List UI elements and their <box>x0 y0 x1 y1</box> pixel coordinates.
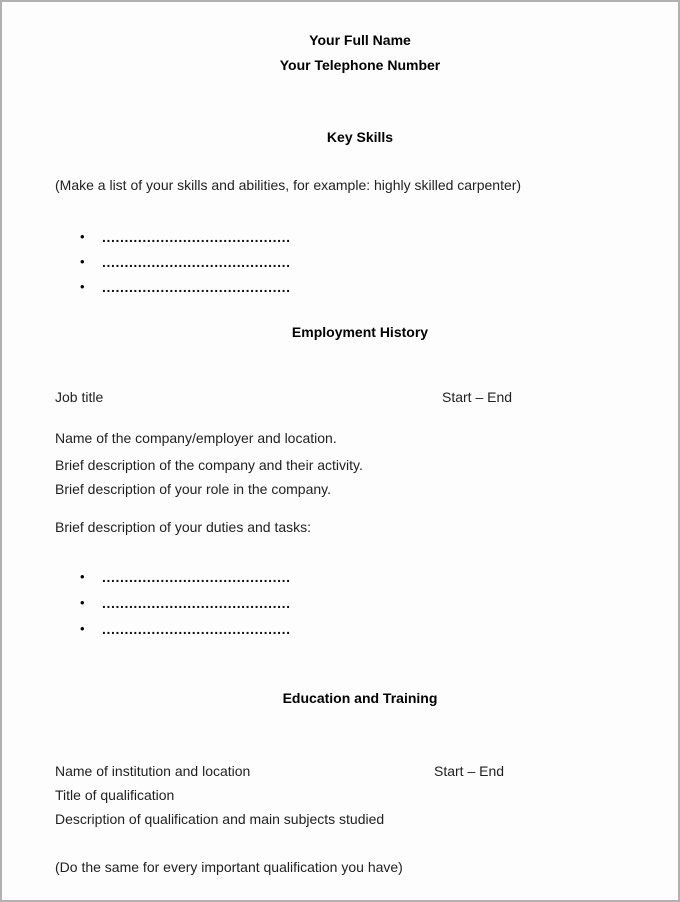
employment-duties-label: Brief description of your duties and tasks: <box>55 519 312 535</box>
bullet-icon: • <box>80 569 85 584</box>
key-skill-placeholder-dots: .......................................... <box>102 229 291 245</box>
key-skill-bullet-item <box>80 254 665 270</box>
key-skill-bullet-item <box>80 279 665 295</box>
duty-bullet-item <box>80 621 665 637</box>
education-qualification-line: Title of qualification <box>55 787 175 803</box>
job-title-label: Job title <box>55 389 104 405</box>
key-skill-bullet-item <box>80 229 665 245</box>
full-name-heading: Your Full Name <box>309 32 411 48</box>
bullet-icon: • <box>80 229 85 244</box>
employment-activity-line: Brief description of the company and their activity. <box>55 457 363 473</box>
key-skills-section-title: Key Skills <box>326 129 394 145</box>
employment-section-title: Employment History <box>291 324 429 340</box>
duty-placeholder-dots: .......................................... <box>102 569 291 585</box>
key-skill-placeholder-dots: .......................................... <box>102 254 291 270</box>
education-entry-header <box>2 763 678 780</box>
education-description-line: Description of qualification and main subjects studied <box>55 811 385 827</box>
employment-company-line: Name of the company/employer and location. <box>55 430 337 446</box>
duty-placeholder-dots: .......................................... <box>102 595 291 611</box>
bullet-icon: • <box>80 621 85 636</box>
key-skill-placeholder-dots: .......................................... <box>102 279 291 295</box>
education-date-range: Start – End <box>434 763 505 779</box>
education-section-title: Education and Training <box>282 690 438 706</box>
bullet-icon: • <box>80 254 85 269</box>
institution-label: Name of institution and location <box>55 763 251 779</box>
duty-bullet-item <box>80 569 665 585</box>
telephone-heading: Your Telephone Number <box>279 57 441 73</box>
employment-role-line: Brief description of your role in the company. <box>55 481 331 497</box>
bullet-icon: • <box>80 595 85 610</box>
employment-entry-header <box>2 389 678 406</box>
education-note: (Do the same for every important qualification you have) <box>55 859 403 875</box>
employment-date-range: Start – End <box>442 389 513 405</box>
bullet-icon: • <box>80 279 85 294</box>
duty-placeholder-dots: .......................................... <box>102 621 291 637</box>
key-skills-hint: (Make a list of your skills and abilities, for example: highly skilled carpenter) <box>55 177 522 193</box>
duty-bullet-item <box>80 595 665 611</box>
